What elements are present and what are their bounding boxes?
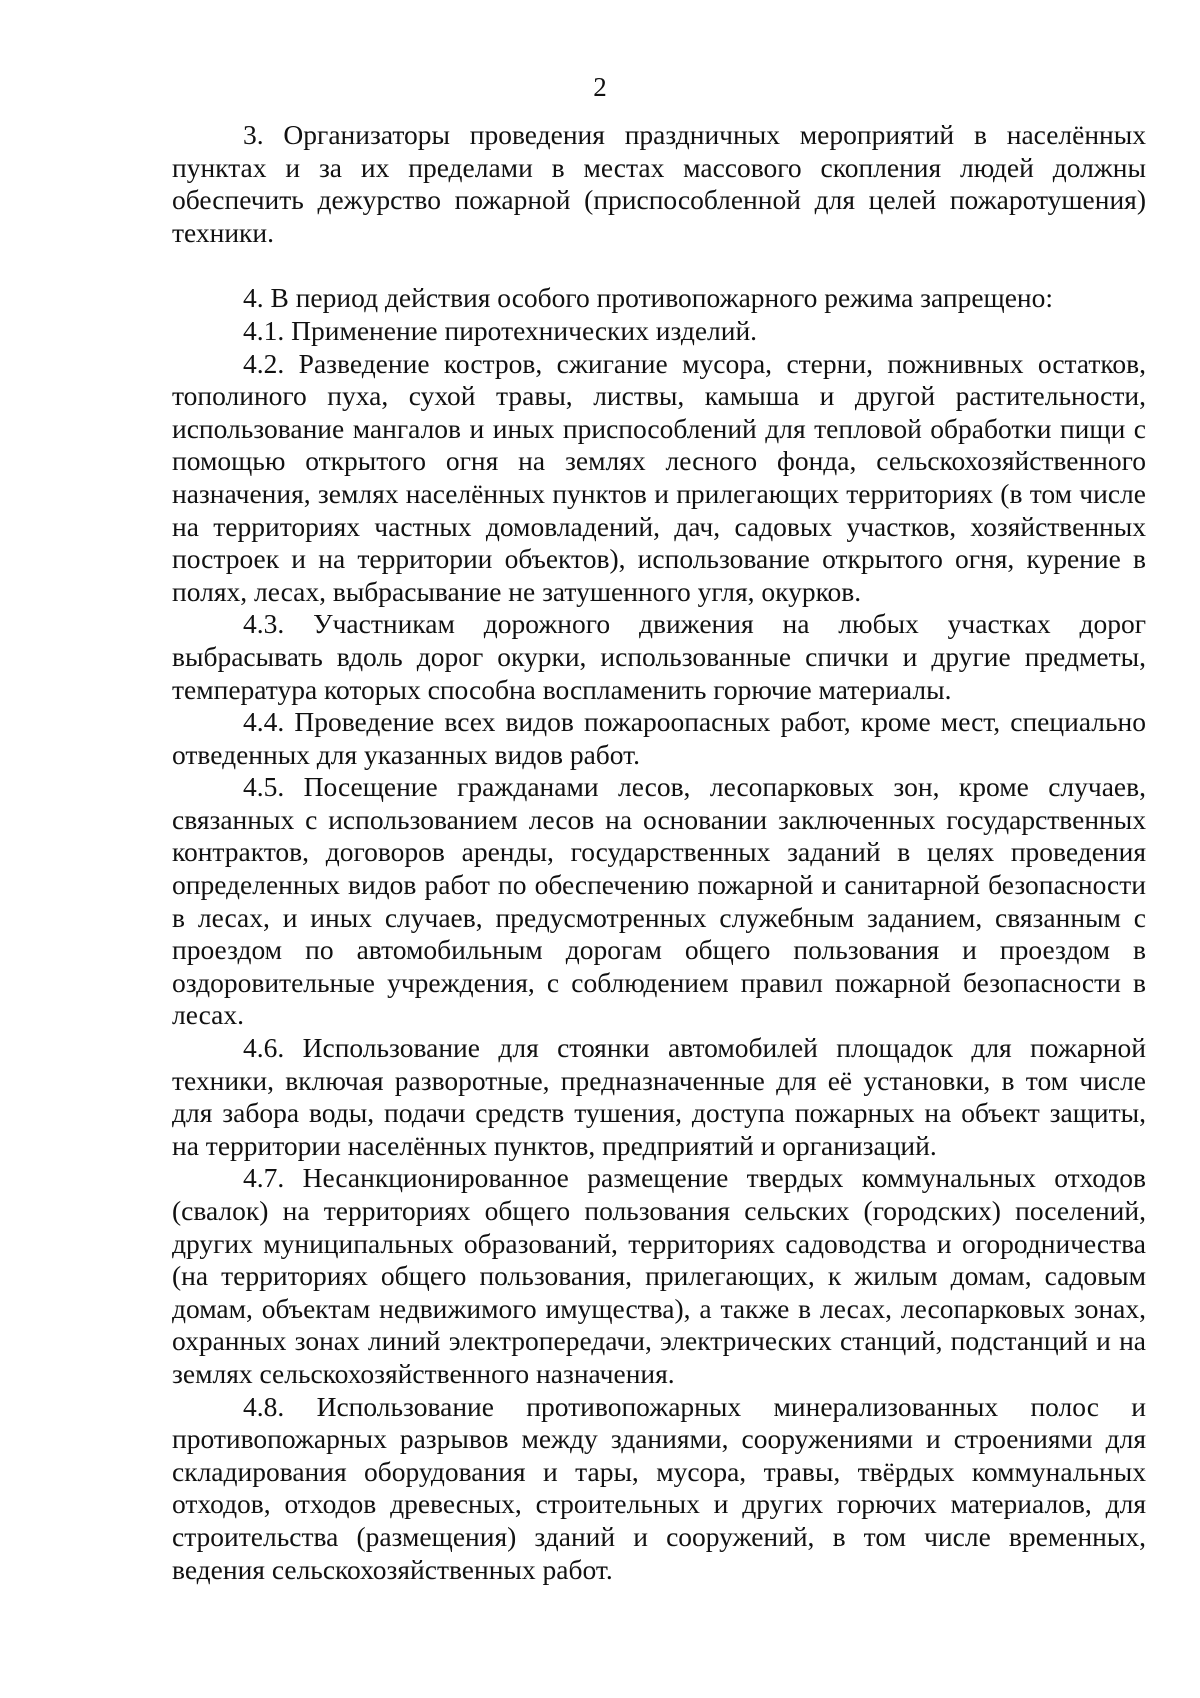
paragraph-4-1: 4.1. Применение пиротехнических изделий. (243, 314, 758, 346)
paragraph-gap (172, 249, 1146, 282)
paragraph-4-8: 4.8. Использование противопожарных минерализованных полос и противопожарных разрывов между зданиями, сооружениями и строениями для складирования оборудования и тары, мусора, травы, твёрдых коммунальных отходов, отходов древесных, строительных и других горючих материалов, для строительства (размещения) зданий и сооружений, в том числе временных, ведения сельскохозяйственных работ. (172, 1390, 1146, 1585)
paragraph-4-2: 4.2. Разведение костров, сжигание мусора, стерни, пожнивных остатков, тополиного пуха, сухой травы, листвы, камыша и другой растительности, использование мангалов и иных приспособлений для тепловой обработки пищи с помощью открытого огня на землях лесного фонда, сельскохозяйственного назначения, землях населённых пунктов и прилегающих территориях (в том числе на территориях частных домовладений, дач, садовых участков, хозяйственных построек и на территории объектов), использование открытого огня, курение в полях, лесах, выбрасывание не затушенного угля, окурков. (172, 347, 1146, 607)
paragraph-4-6: 4.6. Использование для стоянки автомобилей площадок для пожарной техники, включая разворотные, предназначенные для её установки, в том числе для забора воды, подачи средств тушения, доступа пожарных на объект защиты, на территории населённых пунктов, предприятий и организаций. (172, 1032, 1146, 1161)
paragraph-4-5: 4.5. Посещение гражданами лесов, лесопарковых зон, кроме случаев, связанных с использованием лесов на основании заключенных государственных контрактов, договоров аренды, государственных заданий в целях проведения определенных видов работ по обеспечению пожарной и санитарной безопасности в лесах, и иных случаев, предусмотренных служебным заданием, связанным с проездом по автомобильным дорогам общего пользования и проездом в оздоровительные учреждения, с соблюдением правил пожарной безопасности в лесах. (172, 771, 1146, 1031)
paragraph-4: 4. В период действия особого противопожарного режима запрещено: (243, 282, 1054, 314)
paragraph-4-4: 4.4. Проведение всех видов пожароопасных работ, кроме мест, специально отведенных для указанных видов работ. (172, 706, 1146, 770)
document-body (172, 119, 1146, 1586)
paragraph-3: 3. Организаторы проведения праздничных мероприятий в населённых пунктах и за их пределами в местах массового скопления людей должны обеспечить дежурство пожарной (приспособленной для целей пожаротушения) техники. (172, 119, 1146, 248)
page-number: 2 (593, 72, 607, 102)
paragraph-4-7: 4.7. Несанкционированное размещение твердых коммунальных отходов (свалок) на территориях общего пользования сельских (городских) поселений, других муниципальных образований, территориях садоводства и огородничества (на территориях общего пользования, прилегающих, к жилым домам, садовым домам, объектам недвижимого имущества), а также в лесах, лесопарковых зонах, охранных зонах линий электропередачи, электрических станций, подстанций и на землях сельскохозяйственного назначения. (172, 1162, 1146, 1389)
paragraph-4-3: 4.3. Участникам дорожного движения на любых участках дорог выбрасывать вдоль дорог окурки, использованные спички и другие предметы, температура которых способна воспламенить горючие материалы. (172, 608, 1146, 705)
